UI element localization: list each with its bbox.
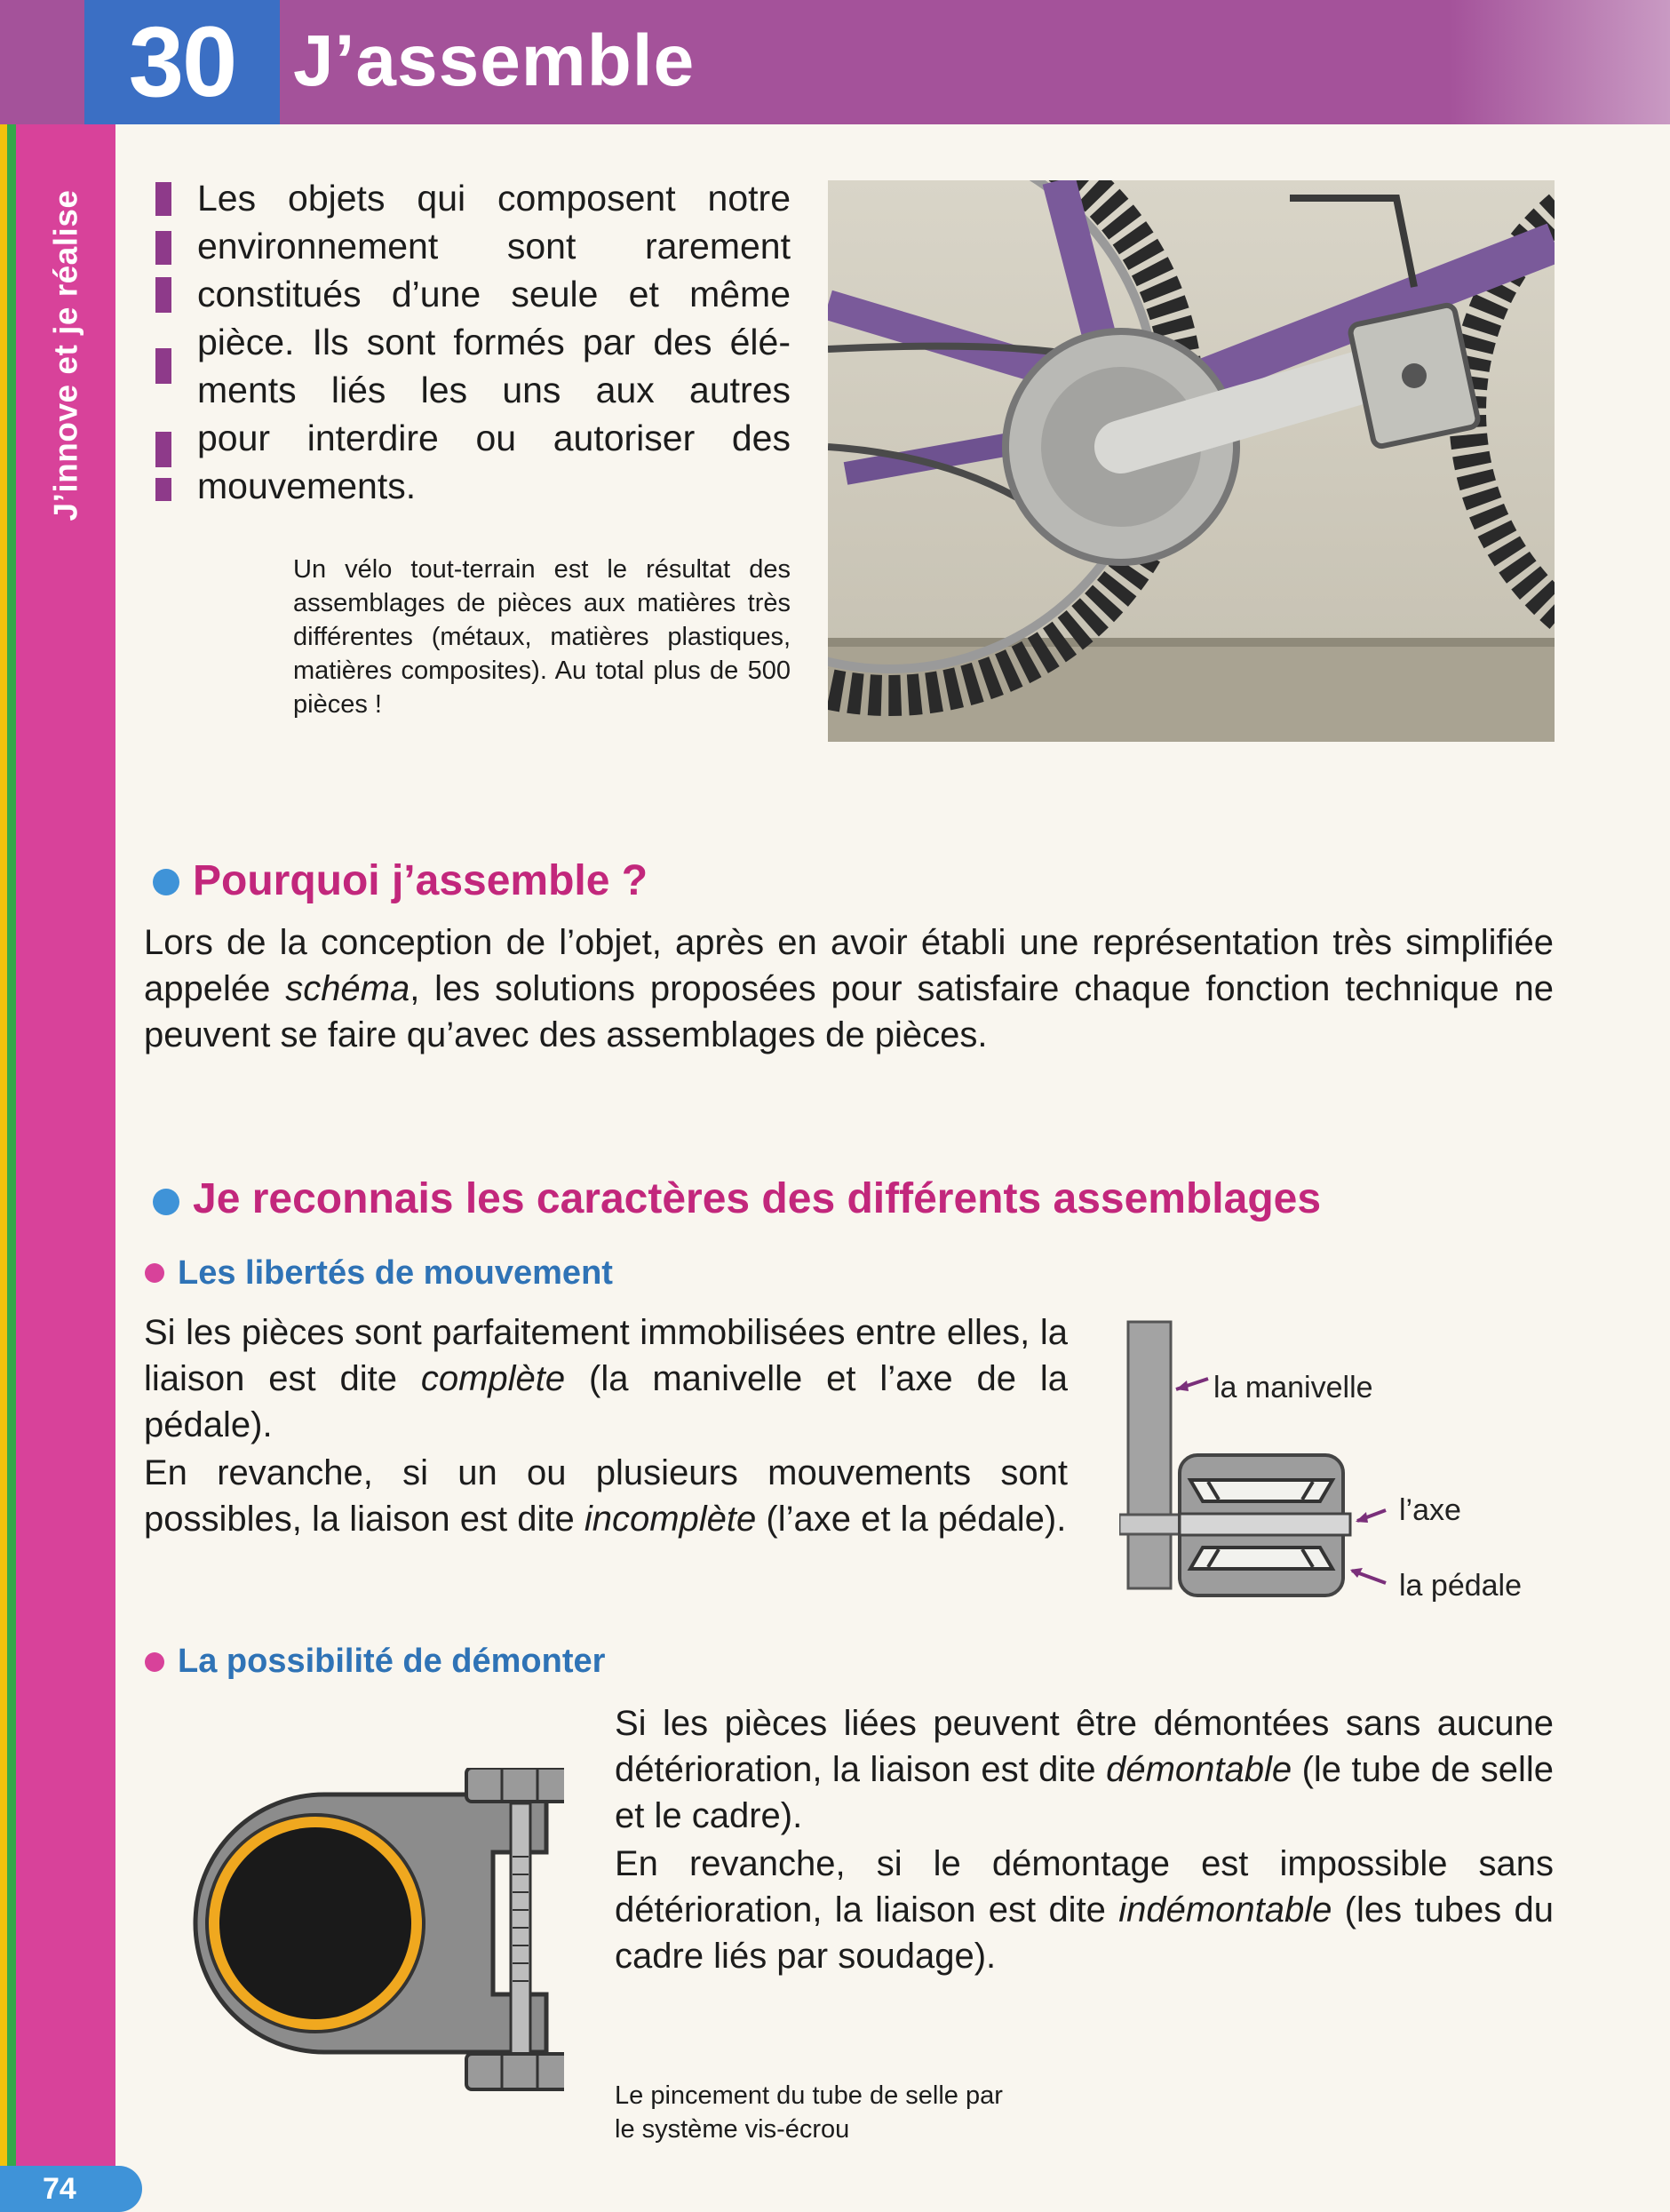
intro-bar-marker: [155, 182, 171, 216]
section1-text: , les solutions proposées pour satisfaire chaque fonction technique ne peuvent se faire qu’avec des assemblages de pièces.: [144, 969, 1554, 1054]
intro-line: pour interdire ou autoriser des: [197, 418, 791, 458]
sub1-paragraph-2: [144, 1450, 1068, 1542]
intro-line: environnement sont rarement: [197, 226, 791, 267]
intro-line: mouvements.: [197, 465, 417, 506]
page-number: 74: [43, 2172, 76, 2206]
sidebar-label-container: [16, 124, 115, 586]
clamp-caption-line: Le pincement du tube de selle par: [615, 2081, 1003, 2110]
intro-line: Les objets qui composent notre: [197, 178, 791, 219]
section-bullet: [153, 1189, 179, 1215]
sub1-em: incomplète: [584, 1500, 757, 1539]
sub2-paragraph-1: [615, 1700, 1554, 1839]
section-title-pourquoi: Pourquoi j’assemble ?: [193, 857, 648, 904]
sub2-paragraph-2: [615, 1841, 1554, 1979]
label-manivelle: la manivelle: [1213, 1371, 1373, 1404]
subsection-bullet: [145, 1652, 164, 1672]
intro-bar-marker: [155, 348, 171, 384]
clamp-caption-line: le système vis-écrou: [615, 2115, 850, 2144]
sub2-em: indémontable: [1118, 1890, 1332, 1930]
clamp-caption: [615, 2079, 1148, 2146]
intro-line: ments liés les uns aux autres: [197, 370, 791, 410]
sub2-text: (le tube de selle et le cadre).: [615, 1750, 1554, 1835]
section1-text: Lors de la conception de l’objet, après en avoir établi une représentation très simplifiée appelée: [144, 923, 1554, 1008]
section1-paragraph: [144, 919, 1554, 1058]
seat-clamp-diagram: [155, 1768, 564, 2105]
sub1-text: (l’axe et la pédale).: [756, 1500, 1067, 1539]
sub1-em: complète: [420, 1359, 566, 1398]
intro-paragraph: [197, 174, 791, 510]
sub2-text: En revanche, si le démontage est impossible sans détérioration, la liaison est dite: [615, 1844, 1554, 1930]
sub1-text: Si les pièces sont parfaitement immobilisées entre elles, la liaison est dite: [144, 1313, 1068, 1398]
photo-caption: Un vélo tout-terrain est le résultat des assemblages de pièces aux matières très différentes (métaux, matières plastiques, matières composites). Au total plus de 500 pièces !: [293, 555, 791, 719]
label-pedale: la pédale: [1399, 1569, 1523, 1603]
pedal-diagram: [1119, 1315, 1404, 1635]
subsection-title-demonter: La possibilité de démonter: [178, 1643, 606, 1680]
intro-bar-marker: [155, 231, 171, 265]
subsection-title-libertes: Les libertés de mouvement: [178, 1254, 613, 1292]
sub2-text: (les tubes du cadre liés par soudage).: [615, 1890, 1554, 1976]
intro-line: pièce. Ils sont formés par des élé-: [197, 322, 791, 362]
sub2-em: démontable: [1106, 1750, 1292, 1789]
intro-bar-marker: [155, 478, 171, 501]
sub1-text: (la manivelle et l’axe de la pédale).: [144, 1359, 1068, 1444]
bike-photo-illustration: [828, 180, 1555, 742]
label-axe: l’axe: [1399, 1493, 1461, 1527]
sub1-paragraph-1: [144, 1309, 1068, 1448]
subsection-bullet: [145, 1263, 164, 1283]
section-bullet: [153, 869, 179, 895]
bike-photo: [828, 180, 1555, 742]
chapter-number: 30: [128, 6, 236, 117]
section-title-caracteres: Je reconnais les caractères des différents assemblages: [193, 1175, 1322, 1222]
chapter-title: J’assemble: [293, 20, 696, 101]
intro-line: constitués d’une seule et même: [197, 274, 791, 314]
sidebar-label: J’innove et je réalise: [47, 189, 84, 521]
chapter-number-box: [84, 0, 280, 124]
section1-em: schéma: [285, 969, 410, 1008]
intro-bar-marker: [155, 277, 171, 313]
header-fade: [1448, 0, 1670, 124]
sub2-text: Si les pièces liées peuvent être démontées sans aucune détérioration, la liaison est dite: [615, 1704, 1554, 1789]
sub1-text: En revanche, si un ou plusieurs mouvements sont possibles, la liaison est dite: [144, 1453, 1068, 1539]
intro-bar-marker: [155, 432, 171, 467]
